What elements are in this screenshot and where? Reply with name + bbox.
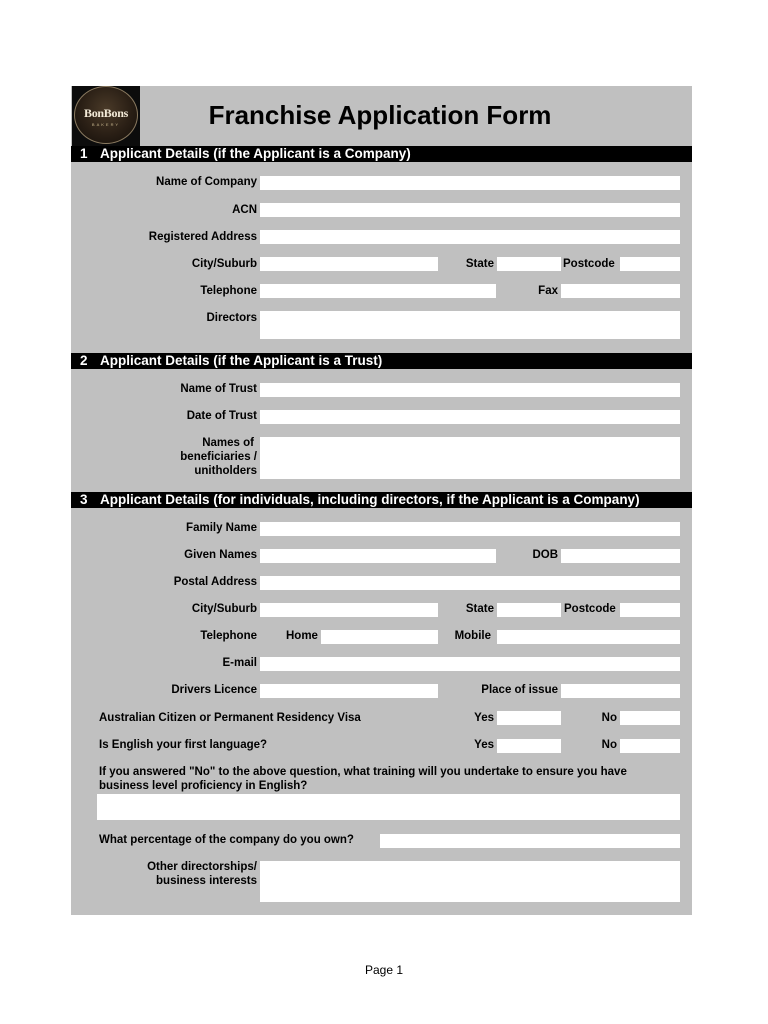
postal-address-label: Postal Address xyxy=(173,576,257,588)
name-of-trust-label: Name of Trust xyxy=(180,383,257,395)
percentage-question-label: What percentage of the company do you own? xyxy=(99,834,354,846)
beneficiaries-label-line2: beneficiaries / xyxy=(180,451,257,463)
home-phone-field[interactable] xyxy=(321,630,438,644)
dob-field[interactable] xyxy=(561,549,680,563)
section-1-header xyxy=(71,146,692,162)
name-of-trust-field[interactable] xyxy=(260,383,680,397)
home-phone-label: Home xyxy=(286,630,318,642)
logo-sub-text: BAKERY xyxy=(91,122,121,127)
email-label: E-mail xyxy=(222,657,257,669)
beneficiaries-label-line3: unitholders xyxy=(194,465,257,477)
page-title: Franchise Application Form xyxy=(208,100,552,130)
individual-postcode-field[interactable] xyxy=(620,603,680,617)
postal-address-field[interactable] xyxy=(260,576,680,590)
family-name-field[interactable] xyxy=(260,522,680,536)
english-yes-label: Yes xyxy=(474,739,494,751)
training-answer-field[interactable] xyxy=(97,794,680,820)
date-of-trust-label: Date of Trust xyxy=(186,410,257,422)
city-suburb-field[interactable] xyxy=(260,257,438,271)
other-interests-label-line1: Other directorships/ xyxy=(147,861,257,873)
citizen-no-label: No xyxy=(601,712,617,724)
place-of-issue-label: Place of issue xyxy=(481,684,558,696)
name-of-company-label: Name of Company xyxy=(156,176,257,188)
beneficiaries-field[interactable] xyxy=(260,437,680,479)
individual-state-label: State xyxy=(465,603,494,615)
other-interests-label-line2: business interests xyxy=(156,875,257,887)
beneficiaries-label-line1: Names of xyxy=(202,437,254,449)
state-field[interactable] xyxy=(497,257,561,271)
state-label: State xyxy=(465,258,494,270)
dob-label: DOB xyxy=(532,549,558,561)
date-of-trust-field[interactable] xyxy=(260,410,680,424)
fax-label: Fax xyxy=(538,285,558,297)
section-1-title: Applicant Details (if the Applicant is a Company) xyxy=(100,146,411,161)
directors-label: Directors xyxy=(206,312,257,324)
citizen-question-label: Australian Citizen or Permanent Residency Visa xyxy=(99,712,361,724)
name-of-company-field[interactable] xyxy=(260,176,680,190)
page-number: Page 1 xyxy=(364,963,404,977)
place-of-issue-field[interactable] xyxy=(561,684,680,698)
percentage-field[interactable] xyxy=(380,834,680,848)
email-field[interactable] xyxy=(260,657,680,671)
given-names-field[interactable] xyxy=(260,549,496,563)
individual-telephone-label: Telephone xyxy=(200,630,257,642)
citizen-yes-field[interactable] xyxy=(497,711,561,725)
section-2-number: 2 xyxy=(80,353,88,368)
logo-brand-text: BonBons xyxy=(84,106,128,120)
individual-state-field[interactable] xyxy=(497,603,561,617)
training-question-line1: If you answered "No" to the above question, what training will you undertake to ensure you have xyxy=(99,766,627,778)
drivers-licence-field[interactable] xyxy=(260,684,438,698)
english-no-field[interactable] xyxy=(620,739,680,753)
individual-city-suburb-field[interactable] xyxy=(260,603,438,617)
citizen-yes-label: Yes xyxy=(474,712,494,724)
city-suburb-label: City/Suburb xyxy=(191,258,257,270)
section-3-title: Applicant Details (for individuals, including directors, if the Applicant is a Company) xyxy=(100,492,640,507)
directors-field[interactable] xyxy=(260,311,680,339)
section-1-number: 1 xyxy=(80,146,88,161)
drivers-licence-label: Drivers Licence xyxy=(171,684,257,696)
section-3-header xyxy=(71,492,692,508)
individual-city-suburb-label: City/Suburb xyxy=(191,603,257,615)
individual-postcode-label: Postcode xyxy=(564,603,616,615)
citizen-no-field[interactable] xyxy=(620,711,680,725)
english-yes-field[interactable] xyxy=(497,739,561,753)
given-names-label: Given Names xyxy=(184,549,257,561)
english-question-label: Is English your first language? xyxy=(99,739,268,751)
postcode-label: Postcode xyxy=(563,258,615,270)
postcode-field[interactable] xyxy=(620,257,680,271)
registered-address-label: Registered Address xyxy=(148,231,257,243)
section-3-number: 3 xyxy=(80,492,88,507)
mobile-field[interactable] xyxy=(497,630,680,644)
logo-emblem xyxy=(74,86,138,144)
bonbons-logo xyxy=(72,86,140,146)
telephone-field[interactable] xyxy=(260,284,496,298)
english-no-label: No xyxy=(601,739,617,751)
section-2-header xyxy=(71,353,692,369)
family-name-label: Family Name xyxy=(186,522,257,534)
training-question-line2: business level proficiency in English? xyxy=(99,780,308,792)
acn-field[interactable] xyxy=(260,203,680,217)
mobile-label: Mobile xyxy=(454,630,491,642)
section-2-title: Applicant Details (if the Applicant is a Trust) xyxy=(100,353,383,368)
telephone-label: Telephone xyxy=(200,285,257,297)
fax-field[interactable] xyxy=(561,284,680,298)
other-interests-field[interactable] xyxy=(260,861,680,902)
registered-address-field[interactable] xyxy=(260,230,680,244)
acn-label: ACN xyxy=(232,204,257,216)
